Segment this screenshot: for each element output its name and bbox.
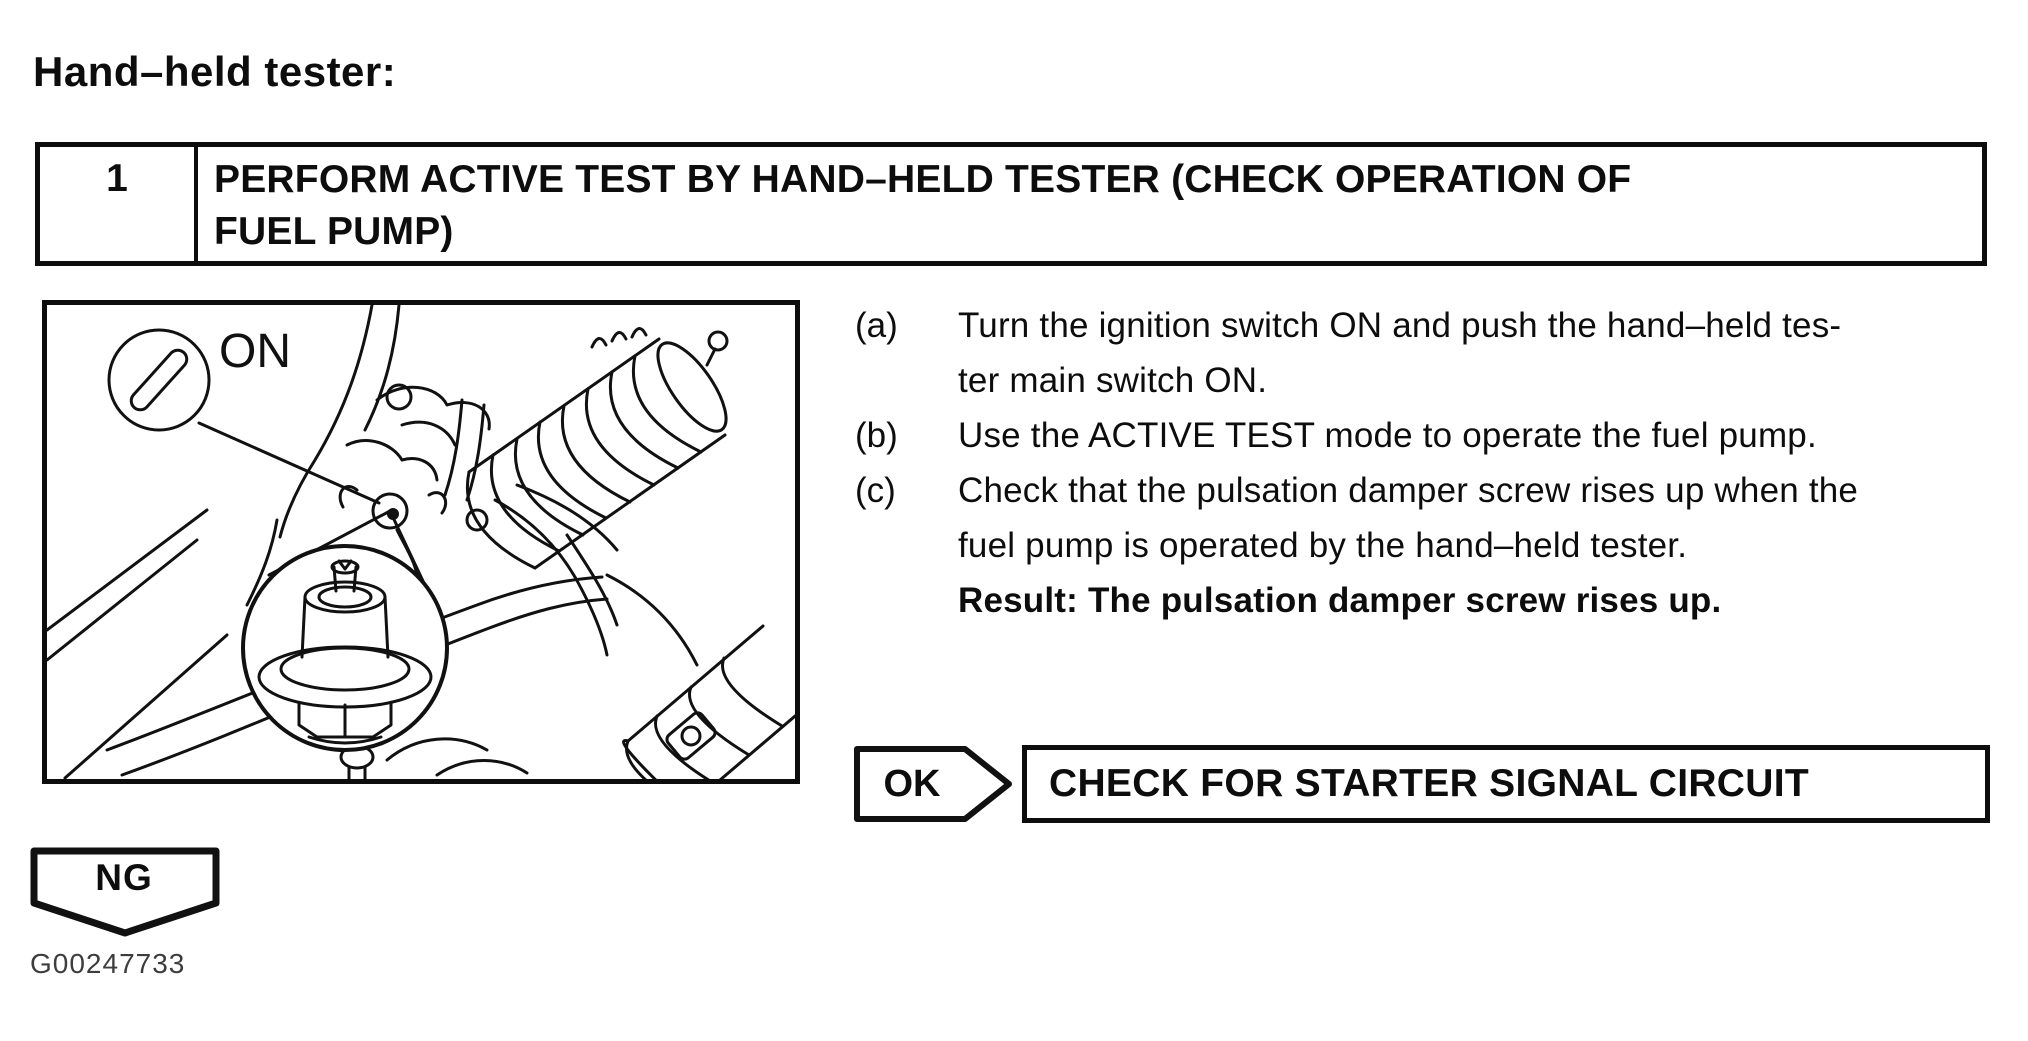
instruction-line: fuel pump is operated by the hand–held tester. — [958, 526, 1688, 565]
instruction-list — [855, 298, 2020, 628]
page-title: Hand–held tester: — [33, 48, 397, 95]
instruction-label: (b) — [855, 416, 898, 455]
step-table — [35, 142, 1987, 266]
ng-label: NG — [95, 857, 153, 898]
step-number-cell — [40, 147, 198, 261]
instruction-line: Check that the pulsation damper screw rises up when the — [958, 471, 1859, 510]
next-step-box — [1022, 745, 1990, 823]
instruction-label: (a) — [855, 306, 898, 345]
illustration-panel — [42, 300, 800, 784]
result-line: Result: The pulsation damper screw rises up. — [958, 581, 1722, 620]
step-number: 1 — [106, 157, 128, 200]
instruction-label: (c) — [855, 471, 896, 510]
instruction-line: ter main switch ON. — [958, 361, 1268, 400]
ok-label: OK — [883, 762, 941, 805]
key-on-label: ON — [219, 325, 291, 378]
instruction-row — [855, 298, 2020, 353]
instruction-row — [855, 518, 2020, 573]
ng-badge — [28, 845, 228, 941]
magnifier-circle — [243, 546, 447, 750]
engine-illustration — [47, 305, 795, 779]
instruction-line: Use the ACTIVE TEST mode to operate the fuel pump. — [958, 416, 1817, 455]
instruction-row — [855, 408, 2020, 463]
ok-badge — [853, 745, 1015, 823]
next-step-label: CHECK FOR STARTER SIGNAL CIRCUIT — [1049, 762, 1809, 805]
instruction-row — [855, 353, 2020, 408]
step-title-cell — [198, 147, 1982, 261]
corrugated-hose-lower — [624, 626, 795, 779]
step-title-line: FUEL PUMP) — [214, 210, 454, 253]
instruction-line: Turn the ignition switch ON and push the hand–held tes- — [958, 306, 1842, 345]
instruction-row — [855, 463, 2020, 518]
instruction-row — [855, 573, 2020, 628]
figure-code: G00247733 — [30, 948, 186, 979]
corrugated-hose-upper — [467, 332, 738, 568]
step-title-line: PERFORM ACTIVE TEST BY HAND–HELD TESTER (CHECK OPERATION OF — [214, 158, 1632, 201]
